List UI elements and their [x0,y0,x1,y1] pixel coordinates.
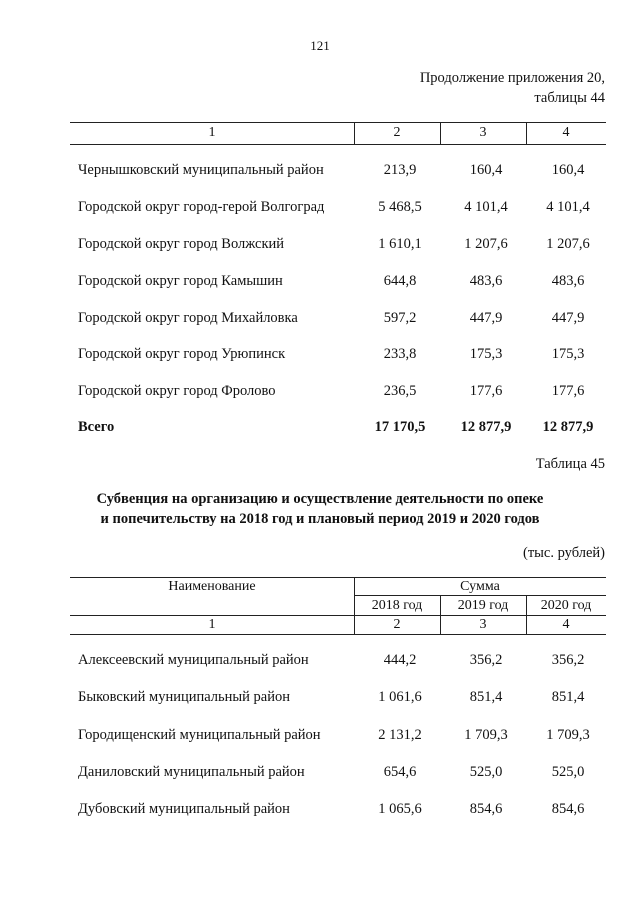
row-value-2019: 160,4 [469,162,503,178]
row-value-2020: 356,2 [551,652,585,668]
row-value-2020: 851,4 [551,689,585,705]
table-row [78,199,608,219]
total-value-2018: 17 170,5 [374,419,426,435]
col-year-2018: 2018 год [371,598,423,613]
col-name-header: Наименование [168,579,256,594]
table-row [78,652,608,672]
row-name: Быковский муниципальный район [78,689,290,705]
table45-label: Таблица 45 [535,456,605,472]
row-value-2018: 5 468,5 [378,199,422,215]
row-value-2019: 851,4 [469,689,503,705]
row-value-2019: 175,3 [469,346,503,362]
continuation-line-1: Продолжение приложения 20, [419,70,605,86]
row-value-2018: 1 610,1 [378,236,422,252]
table-row [78,727,608,747]
row-name: Городской округ город Урюпинск [78,346,286,362]
row-value-2019: 447,9 [469,310,503,326]
row-value-2020: 4 101,4 [546,199,590,215]
col-number-2: 2 [393,617,401,632]
row-value-2020: 483,6 [551,273,585,289]
units-label: (тыс. рублей) [523,545,605,561]
continuation-line-2: таблицы 44 [534,90,605,106]
row-value-2020: 447,9 [551,310,585,326]
row-value-2019: 1 207,6 [464,236,508,252]
table44-col-1: 1 [208,125,216,140]
row-value-2019: 4 101,4 [464,199,508,215]
col-year-2020: 2020 год [540,598,592,613]
table-row [78,764,608,784]
table-row [78,801,608,821]
row-value-2019: 854,6 [469,801,503,817]
table-row [78,236,608,256]
row-name: Алексеевский муниципальный район [78,652,309,668]
row-name: Городской округ город-герой Волгоград [78,199,325,215]
table-row [78,310,608,330]
row-value-2019: 483,6 [469,273,503,289]
total-value-2019: 12 877,9 [460,419,512,435]
row-value-2019: 177,6 [469,383,503,399]
page-number: 121 [310,38,330,53]
col-number-1: 1 [208,617,216,632]
table44-col-2: 2 [393,125,401,140]
row-value-2019: 525,0 [469,764,503,780]
table45-title-line-2: и попечительству на 2018 год и плановый период 2019 и 2020 годов [100,511,540,527]
table45-title-line-1: Субвенция на организацию и осуществление деятельности по опеке [96,491,544,507]
row-value-2018: 644,8 [383,273,417,289]
row-value-2020: 177,6 [551,383,585,399]
table44-header [70,122,606,144]
col-year-2019: 2019 год [457,598,509,613]
table44-col-3: 3 [479,125,487,140]
row-value-2018: 236,5 [383,383,417,399]
row-name: Городской округ город Камышин [78,273,283,289]
row-value-2018: 233,8 [383,346,417,362]
table-row [78,346,608,366]
col-number-3: 3 [479,617,487,632]
row-name: Даниловский муниципальный район [78,764,305,780]
total-value-2020: 12 877,9 [542,419,594,435]
row-value-2018: 213,9 [383,162,417,178]
col-sum-header: Сумма [460,579,500,594]
row-name: Городской округ город Михайловка [78,310,298,326]
row-name: Городской округ город Волжский [78,236,285,252]
row-name: Городищенский муниципальный район [78,727,321,743]
row-value-2018: 597,2 [383,310,417,326]
row-value-2018: 2 131,2 [378,727,422,743]
table45-header [70,577,606,634]
table-total-row [78,419,608,439]
row-name: Городской округ город Фролово [78,383,276,399]
row-value-2020: 1 709,3 [546,727,590,743]
row-value-2018: 654,6 [383,764,417,780]
row-name: Чернышковский муниципальный район [78,162,324,178]
table-row [78,383,608,403]
row-value-2019: 356,2 [469,652,503,668]
total-label: Всего [78,419,115,435]
row-value-2020: 525,0 [551,764,585,780]
table-row [78,689,608,709]
col-number-4: 4 [562,617,570,632]
row-value-2020: 160,4 [551,162,585,178]
row-value-2020: 854,6 [551,801,585,817]
row-value-2018: 444,2 [383,652,417,668]
row-value-2018: 1 061,6 [378,689,422,705]
table-row [78,273,608,293]
row-value-2020: 1 207,6 [546,236,590,252]
row-value-2018: 1 065,6 [378,801,422,817]
table44-col-4: 4 [562,125,570,140]
row-name: Дубовский муниципальный район [78,801,290,817]
row-value-2020: 175,3 [551,346,585,362]
row-value-2019: 1 709,3 [464,727,508,743]
table-row [78,162,608,182]
